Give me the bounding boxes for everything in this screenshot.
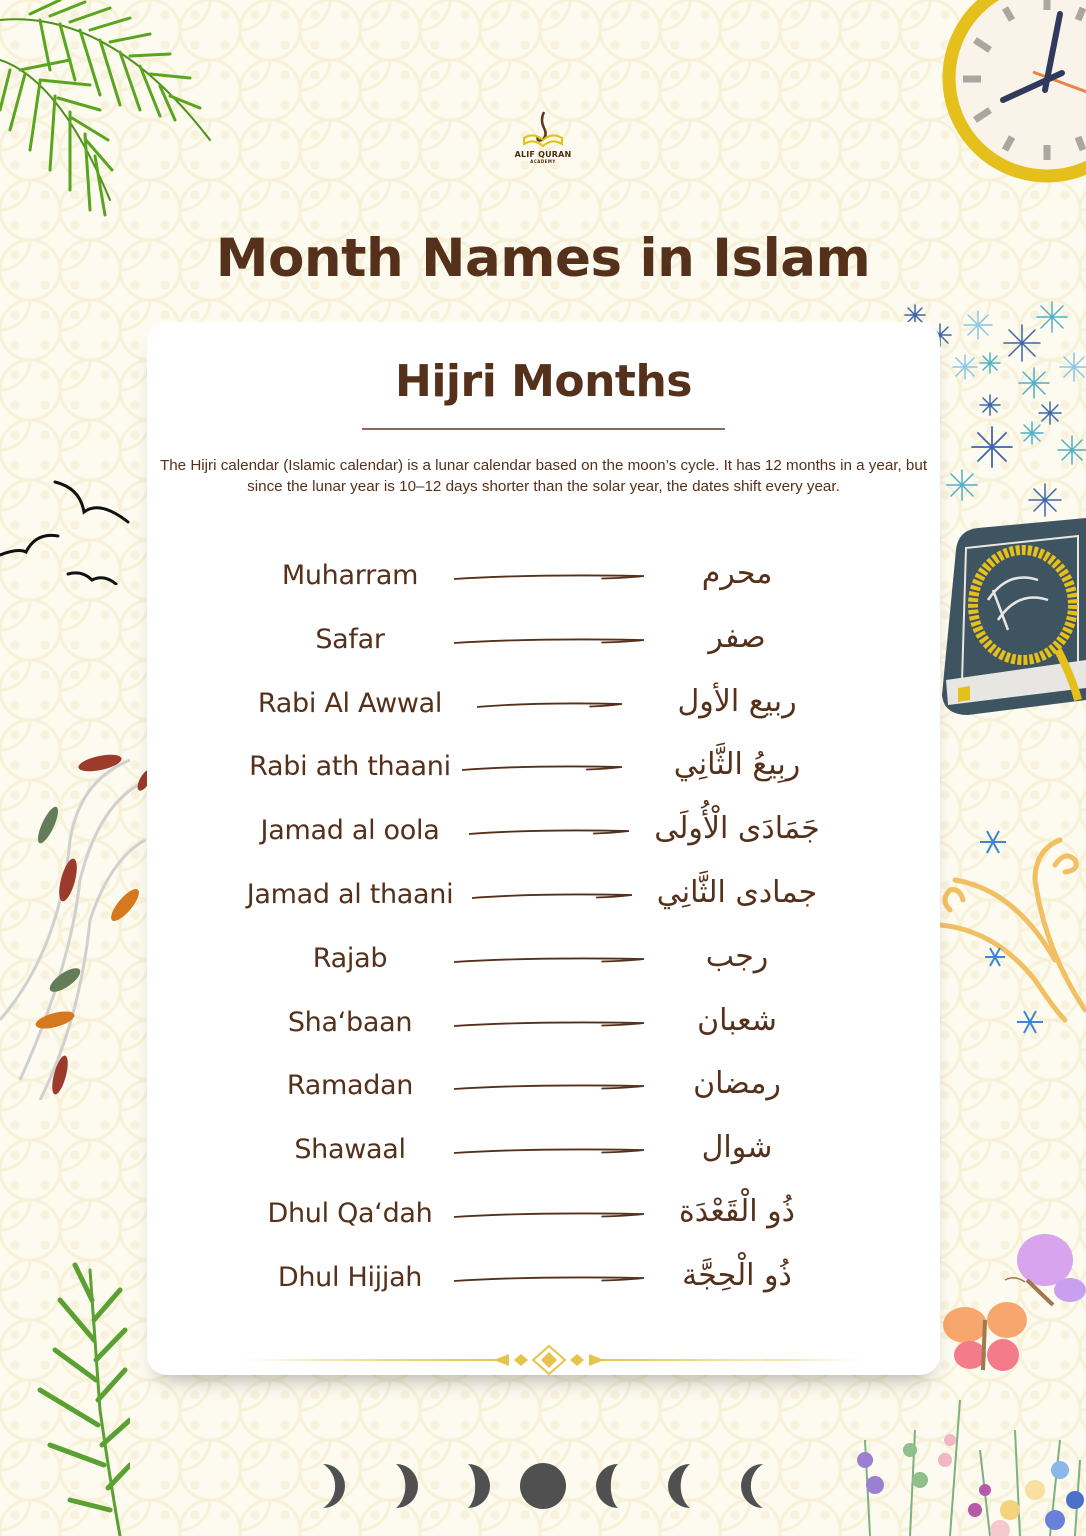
month-english-name: Muharram (281, 560, 419, 591)
quran-with-prayer-beads-icon (938, 510, 1086, 720)
month-arabic-name: صفر (708, 619, 766, 655)
hijri-months-card (147, 322, 940, 1375)
month-arabic-name: جَمَادَى الْأُولَى (654, 811, 820, 847)
page-title: Month Names in Islam (215, 228, 871, 289)
month-arabic-name: شعبان (697, 1002, 777, 1038)
month-row (147, 1256, 940, 1306)
month-english-name: Rajab (312, 942, 388, 974)
crescent-moon-icon (656, 1462, 704, 1510)
month-english-name: Dhul Hijjah (277, 1261, 423, 1293)
crescent-moon-icon (382, 1462, 430, 1510)
month-english-name: Ramadan (286, 1070, 414, 1102)
waxing-crescent-moon-icon (725, 1462, 773, 1510)
moon-phases (313, 1462, 773, 1510)
wildflowers-icon (850, 1390, 1086, 1536)
gibbous-moon-icon (450, 1462, 498, 1510)
ornamental-divider-icon (209, 1340, 889, 1380)
month-arabic-name: شوال (701, 1130, 773, 1166)
month-english-name: Jamad al oola (260, 815, 440, 847)
logo-subtitle: ACADEMY (530, 159, 556, 164)
birds-icon (0, 470, 135, 585)
falling-leaves-icon (0, 720, 150, 1100)
month-english-name: Shawaal (294, 1134, 406, 1166)
month-english-name: Jamad al thaani (246, 879, 454, 910)
fern-icon (20, 1260, 130, 1536)
month-arabic-name: محرم (701, 556, 773, 591)
month-arabic-name: رمضان (693, 1066, 781, 1102)
month-row (147, 937, 940, 987)
wind-swirl-icon (935, 810, 1086, 1050)
palm-leaf-icon (0, 0, 220, 230)
month-arabic-name: ذُو الْقَعْدَة (679, 1194, 795, 1229)
month-row (147, 1064, 940, 1114)
month-row (147, 873, 940, 923)
logo-icon (518, 110, 568, 150)
month-row (147, 1001, 940, 1051)
month-arabic-name: رجب (705, 938, 769, 974)
month-english-name: Safar (315, 623, 385, 655)
full-moon-icon (519, 1462, 567, 1510)
month-row (147, 1192, 940, 1242)
month-row (147, 1128, 940, 1178)
month-row (147, 682, 940, 732)
clock-icon (935, 0, 1086, 185)
month-english-name: Rabi ath thaani (249, 751, 451, 783)
month-arabic-name: ربيع الأول (677, 683, 797, 719)
month-arabic-name: ربِيعُ الثَّانِي (673, 747, 801, 783)
month-row (147, 809, 940, 859)
month-english-name: Dhul Qa‘dah (267, 1198, 433, 1229)
butterfly-icon (935, 1220, 1086, 1380)
month-row (147, 618, 940, 668)
month-english-name: Sha‘baan (287, 1006, 413, 1038)
month-english-name: Rabi Al Awwal (257, 687, 443, 719)
month-arabic-name: جمادى الثَّانِي (656, 875, 818, 910)
logo-name: ALIF QURAN (514, 150, 572, 159)
gibbous-moon-icon (588, 1462, 636, 1510)
month-row (147, 745, 940, 795)
month-row (147, 554, 940, 604)
waning-crescent-moon-icon (313, 1462, 361, 1510)
title-divider (362, 428, 725, 430)
card-title: Hijri Months (395, 356, 692, 407)
intro-paragraph: The Hijri calendar (Islamic calendar) is a lunar calendar based on the moon’s cycle. It has 12 months in a year, but since the lunar year is 10–12 days shorter than the solar year, the dates shift every year. (159, 457, 928, 495)
month-arabic-name: ذُو الْحِجَّة (682, 1257, 792, 1293)
logo (503, 110, 583, 180)
